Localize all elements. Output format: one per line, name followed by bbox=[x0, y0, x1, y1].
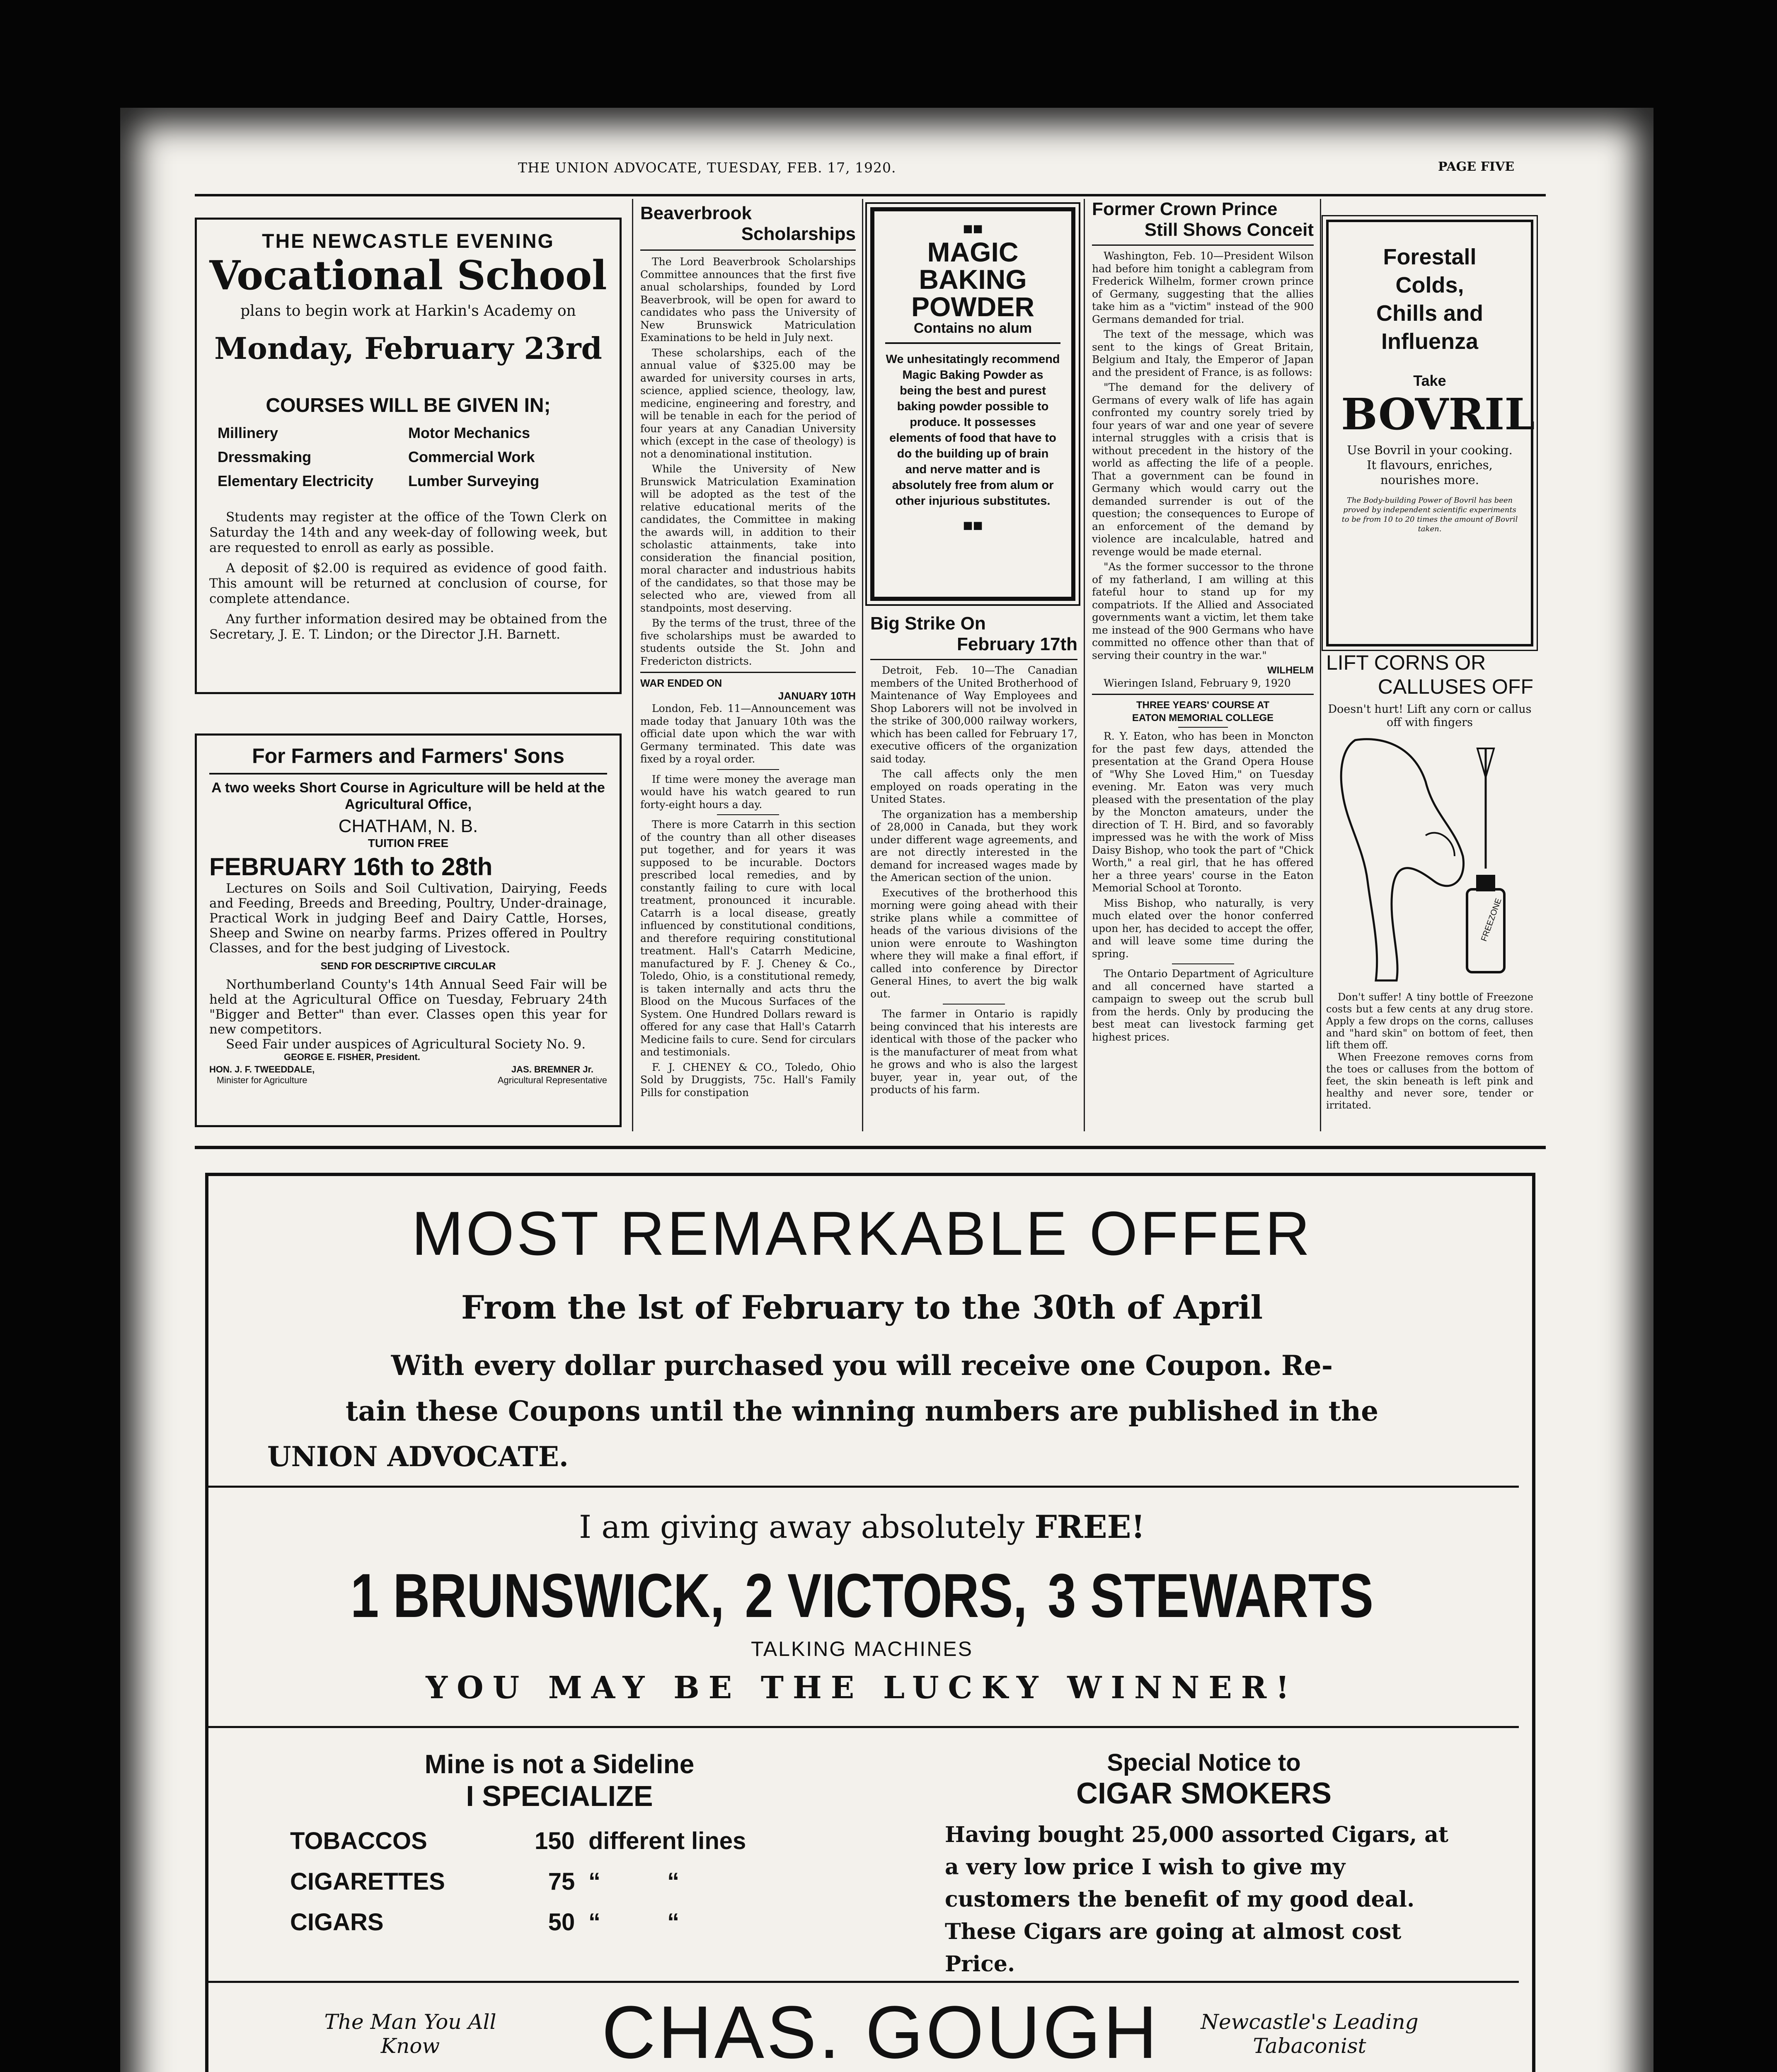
sideline-section bbox=[290, 1749, 829, 1943]
farmers-course-ad bbox=[195, 733, 622, 1127]
bovril-line1: Forestall bbox=[1383, 244, 1477, 269]
war-head1: WAR ENDED ON bbox=[640, 678, 722, 689]
war-p1: London, Feb. 11—Announcement was made today that January 10th was the official date upon which the war with Germany terminated. This date was fixed by a royal order. bbox=[640, 702, 856, 765]
cigar-notice-line2: CIGAR SMOKERS bbox=[1076, 1777, 1332, 1810]
catarrh-p2: F. J. CHENEY & CO., Toledo, Ohio Sold by Druggists, 75c. Hall's Family Pills for constipation bbox=[640, 1061, 856, 1099]
product-count: 150 bbox=[535, 1828, 575, 1854]
war-p2: If time were money the average man would have his watch geared to run forty-eight hours a day. bbox=[640, 773, 856, 811]
corns-p2: When Freezone removes corns from the toes or calluses from the bottom of feet, the skin beneath is left pink and healthy and never sore, tender or irritated. bbox=[1326, 1051, 1533, 1111]
corns-title2: CALLUSES OFF bbox=[1378, 675, 1533, 698]
product-count: 75 bbox=[548, 1868, 575, 1895]
farmers-seed2: Seed Fair under auspices of Agricultural Society No. 9. bbox=[226, 1037, 586, 1052]
vocational-title: Vocational School bbox=[209, 252, 607, 299]
crown-sig1: WILHELM bbox=[1267, 665, 1314, 676]
crown-prince-article bbox=[1092, 199, 1314, 1046]
bovril-name: BOVRIL bbox=[1341, 389, 1535, 440]
magic-body: We unhesitatingly recommend Magic Baking Powder as being the best and purest baking powder possible to produce. It possesses elements of food that have to do the building up of brain and nerve matter and is absolutely free from alum or other injurious substitutes. bbox=[886, 353, 1060, 508]
farmers-president: GEORGE E. FISHER, President. bbox=[284, 1052, 420, 1062]
cigar-notice-body: Having bought 25,000 assorted Cigars, at a very low price I wish to give my customers the benefit of my good deal. These Cigars are going at almost cost Price. bbox=[945, 1822, 1448, 1977]
vocational-courses bbox=[218, 421, 599, 493]
corns-p1: Don't suffer! A tiny bottle of Freezone costs but a few cents at any drug store. Apply a few drops on the corns, calluses and "hard skin" on bottom of feet, then lift them off. bbox=[1326, 991, 1533, 1051]
page-header-title: THE UNION ADVOCATE, TUESDAY, FEB. 17, 1920. bbox=[518, 160, 896, 176]
product-row bbox=[290, 1821, 829, 1861]
course-item: Elementary Electricity bbox=[218, 472, 374, 489]
prize-stewarts: 3 STEWARTS bbox=[1048, 1561, 1374, 1630]
merchant-left-tagline: The Man You All Know bbox=[324, 2010, 496, 2058]
merchant-right-tagline: Newcastle's Leading Tabaconist bbox=[1201, 2010, 1419, 2058]
course-item: Lumber Surveying bbox=[408, 472, 540, 489]
offer-coupon-line2: tain these Coupons until the winning numbers are published in the bbox=[345, 1395, 1379, 1427]
cigar-notice-line1: Special Notice to bbox=[1107, 1749, 1301, 1776]
crown-p1: Washington, Feb. 10—President Wilson had before him tonight a cablegram from Frederick Wilhelm, former crown prince of Germany, suggesting that the allies take him as a "victim" instead of the 900 Germans demanded for trial. bbox=[1092, 250, 1314, 325]
corns-ad bbox=[1326, 651, 1533, 1131]
bovril-ad bbox=[1326, 220, 1533, 646]
vocational-line1: THE NEWCASTLE EVENING bbox=[262, 230, 554, 252]
farmers-circular: SEND FOR DESCRIPTIVE CIRCULAR bbox=[320, 961, 496, 972]
magic-ornament: ■■ bbox=[963, 220, 983, 238]
magic-title1: MAGIC bbox=[927, 237, 1019, 267]
beaverbrook-p2: These scholarships, each of the annual value of $325.00 may be awarded for university courses in arts, science, applied science, theology, law, medicine, engineering and forestry, and will be tenable in each for the period of four years at any Canadian University which (except in the case of theology) is not a denominational institution. bbox=[640, 346, 856, 460]
offer-free: FREE! bbox=[1034, 1508, 1145, 1545]
offer-coupon bbox=[205, 1343, 1519, 1479]
column-divider bbox=[1320, 199, 1321, 1131]
signature-name: JAS. BREMNER Jr. bbox=[511, 1064, 593, 1075]
cigar-notice bbox=[945, 1749, 1463, 1980]
beaverbrook-title2: Scholarships bbox=[741, 224, 856, 244]
vocational-p2: A deposit of $2.00 is required as evidence of good faith. This amount will be returned at conclusion of course, for complete attendance. bbox=[209, 561, 607, 606]
prize-victors: 2 VICTORS, bbox=[745, 1561, 1027, 1630]
strike-p3: The organization has a membership of 28,000 in Canada, but they work under different wage agreements, and are not directly interested in the demand for increased wages made by the American section of the union. bbox=[870, 808, 1077, 884]
vocational-p1: Students may register at the office of the Town Clerk on Saturday the 14th and any week-day of following week, but are requested to enroll as early as possible. bbox=[209, 510, 607, 555]
strike-article bbox=[870, 613, 1077, 1099]
vocational-p3: Any further information desired may be obtained from the Secretary, J. E. T. Lindon; or the Director J.H. Barnett. bbox=[209, 612, 607, 642]
vocational-courses-head: COURSES WILL BE GIVEN IN; bbox=[266, 395, 551, 416]
offer-giving bbox=[205, 1508, 1519, 1545]
beaverbrook-p3: While the University of New Brunswick Matriculation Examination will be adopted as the test of the relative educational merits of the candidates, the Committee in making the awards will, in addition to their scholastic attainments, take into consideration the financial position, moral character and industrious habits of the candidates, so that those may be selected who are, viewed from all standpoints, most deserving. bbox=[640, 463, 856, 614]
course-item: Dressmaking bbox=[218, 448, 312, 465]
offer-coupon-line3: UNION ADVOCATE. bbox=[267, 1440, 569, 1473]
product-desc: different lines bbox=[588, 1828, 746, 1854]
sideline-line1: Mine is not a Sideline bbox=[424, 1749, 695, 1779]
bovril-take: Take bbox=[1413, 372, 1446, 389]
strike-p4: Executives of the brotherhood this morning were going ahead with their strike plans while a committee of heads of the various divisions of the union were enroute to Washington where they will make a final effort, if called into conference by Director General Hines, to avert the big walk out. bbox=[870, 886, 1077, 1000]
crown-sig2: Wieringen Island, February 9, 1920 bbox=[1104, 677, 1291, 689]
beaverbrook-article bbox=[640, 203, 856, 1101]
course-item: Motor Mechanics bbox=[408, 424, 530, 441]
crown-title2: Still Shows Conceit bbox=[1144, 220, 1314, 240]
column-divider bbox=[632, 199, 633, 1131]
eaton-head2: EATON MEMORIAL COLLEGE bbox=[1132, 712, 1274, 724]
farmers-dates: FEBRUARY 16th to 28th bbox=[209, 853, 493, 881]
product-name: CIGARS bbox=[290, 1909, 384, 1936]
offer-coupon-line1: With every dollar purchased you will receive one Coupon. Re- bbox=[391, 1349, 1333, 1382]
crown-title1: Former Crown Prince bbox=[1092, 199, 1278, 219]
vocational-line2: plans to begin work at Harkin's Academy on bbox=[240, 303, 576, 320]
offer-title: MOST REMARKABLE OFFER bbox=[412, 1198, 1312, 1268]
product-name: CIGARETTES bbox=[290, 1868, 445, 1895]
offer-divider bbox=[205, 1726, 1519, 1728]
merchant-name: CHAS. GOUGH bbox=[601, 1991, 1160, 2072]
strike-p2: The call affects only the men employed on roads operating in the United States. bbox=[870, 768, 1077, 805]
bovril-use: Use Bovril in your cooking. It flavours, enriches, nourishes more. bbox=[1347, 443, 1513, 487]
bovril-fine-print: The Body-building Power of Bovril has been proved by independent scientific experiments to be from 10 to 20 times the amount of Bovril taken. bbox=[1341, 496, 1518, 533]
beaverbrook-title1: Beaverbrook bbox=[640, 203, 752, 223]
magic-title2: BAKING bbox=[919, 264, 1027, 295]
eaton-p2: Miss Bishop, who naturally, is very much elated over the honor conferred upon her, has decided to accept the offer, and will leave some time during the spring. bbox=[1092, 897, 1314, 960]
war-head2: JANUARY 10TH bbox=[778, 690, 856, 702]
section-rule bbox=[195, 1146, 1546, 1149]
product-desc: “ “ bbox=[588, 1868, 680, 1895]
course-item: Millinery bbox=[218, 424, 278, 441]
column-divider bbox=[1084, 199, 1085, 1131]
product-list bbox=[290, 1821, 829, 1943]
strike-title1: Big Strike On bbox=[870, 613, 986, 634]
offer-lucky: YOU MAY BE THE LUCKY WINNER! bbox=[426, 1670, 1298, 1706]
farmers-title: For Farmers and Farmers' Sons bbox=[209, 744, 607, 775]
offer-divider bbox=[205, 1981, 1519, 1983]
farmers-intro: A two weeks Short Course in Agriculture will be held at the Agricultural Office, bbox=[211, 780, 605, 812]
column-divider bbox=[862, 199, 863, 1131]
signature-title: Minister for Agriculture bbox=[216, 1075, 307, 1085]
signature-name: HON. J. F. TWEEDDALE, bbox=[209, 1064, 315, 1075]
bovril-line3: Chills and bbox=[1376, 301, 1484, 326]
bovril-line2: Colds, bbox=[1395, 273, 1464, 298]
eaton-head1: THREE YEARS' COURSE AT bbox=[1136, 700, 1270, 711]
eaton-p3: The Ontario Department of Agriculture and all concerned have started a campaign to sweep out the scrub bull from the herds. Only by producing the best meat can livestock farming get highest prices. bbox=[1092, 968, 1314, 1043]
product-count: 50 bbox=[548, 1909, 575, 1936]
magic-subtitle: Contains no alum bbox=[885, 320, 1060, 344]
foot-illustration bbox=[1330, 732, 1529, 989]
bottle-label-icon: FREEZONE bbox=[1479, 897, 1503, 943]
magic-baking-powder-ad bbox=[870, 207, 1075, 601]
farmers-seed: Northumberland County's 14th Annual Seed Fair will be held at the Agricultural Office on Tuesday, February 24th "Bigger and Better" than ever. Classes open this year for new competitors. bbox=[209, 977, 607, 1037]
offer-talking-machines: TALKING MACHINES bbox=[751, 1637, 973, 1661]
corns-title1: LIFT CORNS OR bbox=[1326, 651, 1486, 674]
product-row bbox=[290, 1902, 829, 1943]
crown-p2: The text of the message, which was sent to the kings of Great Britain, Belgium and Italy, the Emperor of Japan and the president of France, is as follows: bbox=[1092, 328, 1314, 378]
crown-p3: "The demand for the delivery of Germans of every walk of life has again confronted my country sorely tried by four years of war and one year of severe internal struggles with a crisis that is without precedent in the history of the world as affecting the life of a people. That a government can be found in Germany which would carry out the demanded surrender is out of the question; the consequences to Europe of an enforcement of the demand by violence are incalculable, hatred and revenge would be made eternal. bbox=[1092, 381, 1314, 558]
beaverbrook-p4: By the terms of the trust, three of the five scholarships must be awarded to students outside the St. John and Fredericton districts. bbox=[640, 617, 856, 667]
vocational-date: Monday, February 23rd bbox=[214, 331, 602, 366]
strike-p5: The farmer in Ontario is rapidly being convinced that his interests are identical with those of the packer who is the manufacturer of meat from what he grows and who is also the largest buyer, year in, year out, of the products of his farm. bbox=[870, 1008, 1077, 1096]
course-item: Commercial Work bbox=[408, 448, 535, 465]
beaverbrook-p1: The Lord Beaverbrook Scholarships Committee announces that the first five anual scholarships, founded by Lord Beaverbrook, will be open for award to candidates who pass the University of New Brunswick Matriculation Examinations to be held in July next. bbox=[640, 256, 856, 344]
eaton-p1: R. Y. Eaton, who has been in Moncton for the past few days, attended the presentation at the Grand Opera House of "Why She Loved Him," on Tuesday evening. Mr. Eaton was very much pleased with the presentation of the play by the Moncton amateurs, under the direction of T. H. Bird, and so favorably impressed was he with the work of Miss Daisy Bishop, who took the part of "Chick Worth," a real girl, that he has offered her a three years' course in the Eaton Memorial School at Toronto. bbox=[1092, 730, 1314, 894]
farmers-body: Lectures on Soils and Soil Cultivation, Dairying, Feeds and Feeding, Breeds and Breeding, Poultry, Under-drainage, Practical Work in judging Beef and Dairy Cattle, Horses, Sheep and Swine on nearby farms. Prizes offered in Poultry Classes, and for the best judging of Livestock. bbox=[209, 881, 607, 956]
bovril-line4: Influenza bbox=[1381, 329, 1478, 354]
vocational-school-ad bbox=[195, 218, 622, 694]
magic-title3: POWDER bbox=[911, 291, 1034, 322]
product-row bbox=[290, 1861, 829, 1902]
strike-title2: February 17th bbox=[957, 634, 1077, 654]
crown-p4: "As the former successor to the throne of my fatherland, I am willing at this fateful hour to stand up for my compatriots. If the Allied and Associated governments want a victim, let them take me instead of the 900 Germans who have committed no offence other than that of serving their country in the war." bbox=[1092, 561, 1314, 661]
offer-prizes bbox=[323, 1562, 1400, 1629]
corns-subtitle: Doesn't hurt! Lift any corn or callus off with fingers bbox=[1328, 703, 1532, 729]
farmers-signatures bbox=[209, 1064, 607, 1086]
sideline-line2: I SPECIALIZE bbox=[466, 1780, 653, 1812]
signature-title: Agricultural Representative bbox=[497, 1075, 607, 1085]
offer-dates: From the lst of February to the 30th of April bbox=[461, 1289, 1263, 1326]
farmers-place: CHATHAM, N. B. bbox=[338, 816, 478, 836]
offer-giving-text: I am giving away absolutely bbox=[579, 1508, 1025, 1545]
product-name: TOBACCOS bbox=[290, 1828, 427, 1854]
prize-brunswick: 1 BRUNSWICK, bbox=[350, 1561, 724, 1630]
strike-p1: Detroit, Feb. 10—The Canadian members of the United Brotherhood of Maintenance of Way Employees and Shop Laborers will not be involved in the strike of 300,000 railway workers, which has been called for February 17, executive officers of the organization said today. bbox=[870, 664, 1077, 765]
header-rule bbox=[195, 194, 1546, 196]
page-number: PAGE FIVE bbox=[1438, 160, 1515, 174]
magic-ornament: ■■ bbox=[963, 516, 983, 535]
catarrh-p1: There is more Catarrh in this section of the country than all other diseases put together, and for years it was supposed to be incurable. Doctors prescribed local remedies, and by constantly failing to cure with local treatment, pronounced it incurable. Catarrh is a local disease, greatly influenced by constitutional conditions, and therefore requiring constitutional treatment. Hall's Catarrh Medicine, manufactured by F. J. Cheney & Co., Toledo, Ohio, is a constitutional remedy, is taken internally and acts thru the Blood on the Mucous Surfaces of the System. One Hundred Dollars reward is offered for any case that Hall's Catarrh Medicine fails to cure. Send for circulars and testimonials. bbox=[640, 818, 856, 1058]
product-desc: “ “ bbox=[588, 1909, 680, 1936]
offer-divider bbox=[205, 1486, 1519, 1488]
farmers-tuition: TUITION FREE bbox=[368, 837, 449, 850]
